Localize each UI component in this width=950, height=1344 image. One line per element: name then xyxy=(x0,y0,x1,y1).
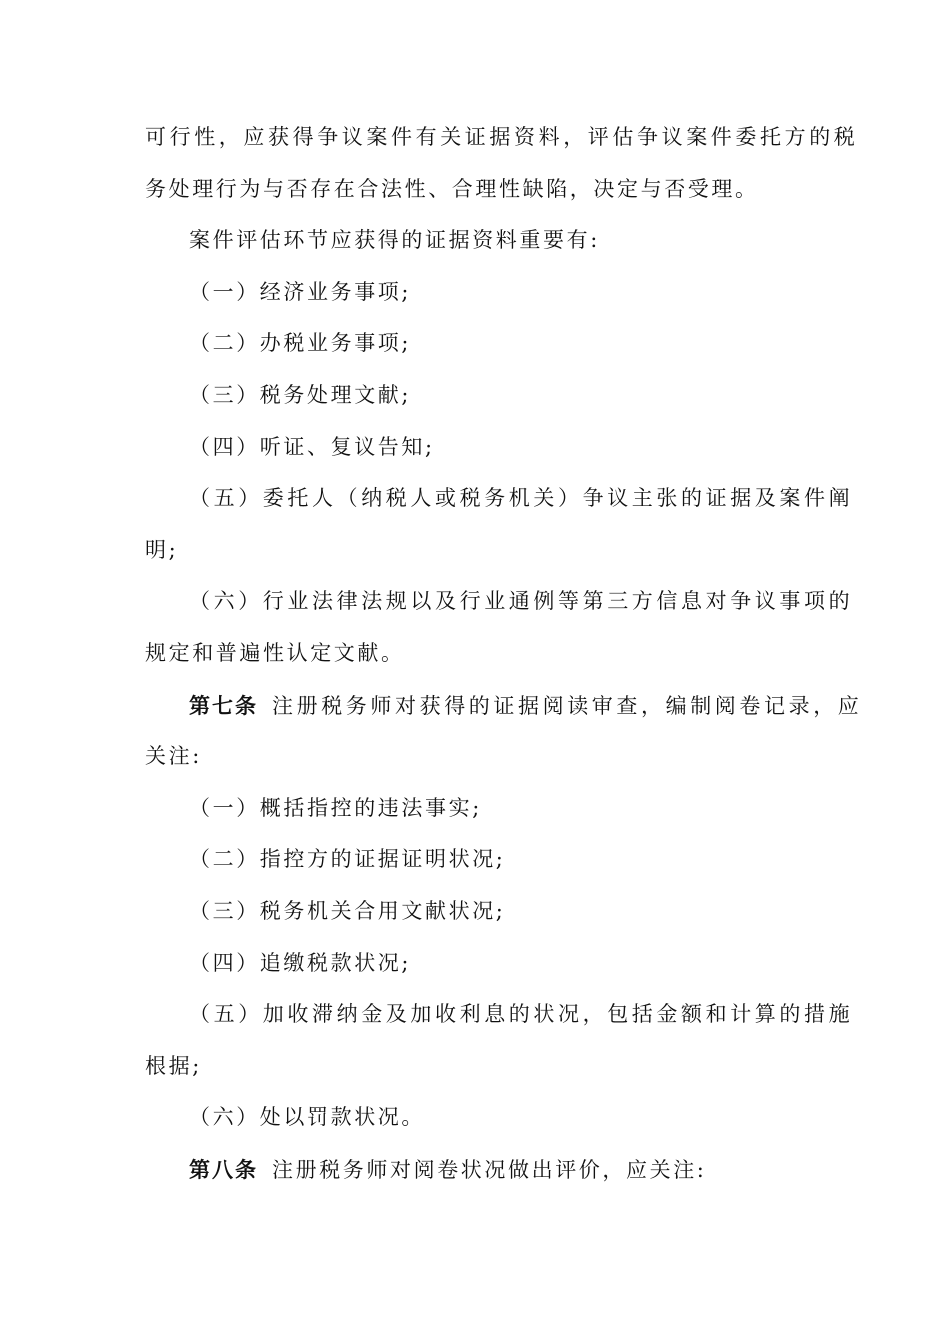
list-item-continuation: 规定和普遍性认定文献。 xyxy=(145,640,405,665)
list-item-continuation: 根据; xyxy=(145,1053,202,1078)
list-item: （三）税务处理文献; xyxy=(189,382,412,407)
list-item: （三）税务机关合用文献状况; xyxy=(189,898,506,923)
article-continuation: 关注: xyxy=(145,744,202,769)
document-body xyxy=(145,112,863,1195)
list-item: （六）行业法律法规以及行业通例等第三方信息对争议事项的 xyxy=(189,589,854,614)
list-item-continuation: 明; xyxy=(145,537,179,562)
article-text: 注册税务师对阅卷状况做出评价，应关注: xyxy=(272,1157,707,1182)
list-item: （五）委托人（纳税人或税务机关）争议主张的证据及案件阐 xyxy=(189,486,854,511)
list-item: （二）指控方的证据证明状况; xyxy=(189,847,506,872)
list-item: （六）处以罚款状况。 xyxy=(189,1105,425,1130)
list-item: （一）概括指控的违法事实; xyxy=(189,795,482,820)
article-heading: 第八条 xyxy=(189,1156,258,1182)
list-item: （四）追缴税款状况; xyxy=(189,950,412,975)
article-line xyxy=(145,680,863,732)
list-item: （五）加收滞纳金及加收利息的状况，包括金额和计算的措施 xyxy=(189,1002,854,1027)
article-text: 注册税务师对获得的证据阅读审查，编制阅卷记录，应 xyxy=(272,693,863,718)
list-item: （一）经济业务事项; xyxy=(189,279,412,304)
paragraph-line: 务处理行为与否存在合法性、合理性缺陷，决定与否受理。 xyxy=(145,176,759,201)
article-line xyxy=(145,1144,807,1196)
paragraph-line: 可行性，应获得争议案件有关证据资料，评估争议案件委托方的税 xyxy=(145,125,859,149)
paragraph-line: 案件评估环节应获得的证据资料重要有: xyxy=(189,228,600,253)
list-item: （二）办税业务事项; xyxy=(189,331,412,356)
article-heading: 第七条 xyxy=(189,692,258,718)
list-item: （四）听证、复议告知; xyxy=(189,434,435,459)
